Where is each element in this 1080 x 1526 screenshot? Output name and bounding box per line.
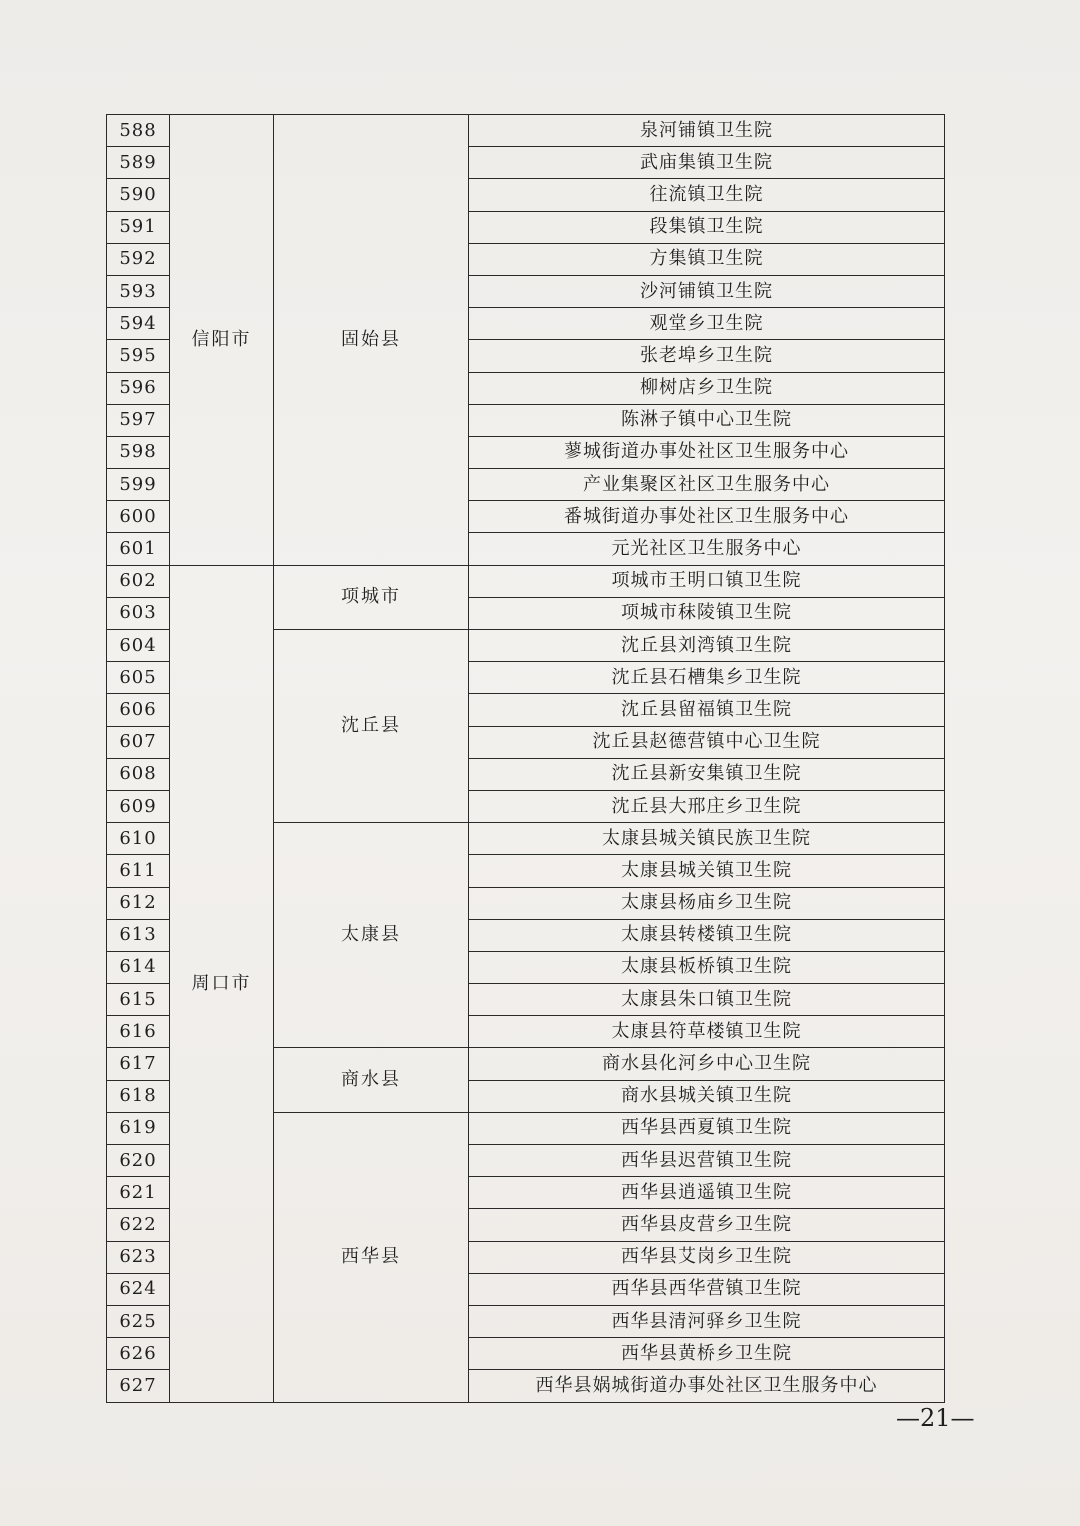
institution-name: 陈淋子镇中心卫生院 bbox=[469, 404, 945, 436]
institution-name: 产业集聚区社区卫生服务中心 bbox=[469, 469, 945, 501]
row-number: 603 bbox=[107, 597, 170, 629]
institution-name: 西华县逍遥镇卫生院 bbox=[469, 1177, 945, 1209]
row-number: 625 bbox=[107, 1305, 170, 1337]
row-number: 609 bbox=[107, 790, 170, 822]
row-number: 589 bbox=[107, 147, 170, 179]
row-number: 604 bbox=[107, 630, 170, 662]
row-number: 600 bbox=[107, 501, 170, 533]
row-number: 615 bbox=[107, 984, 170, 1016]
row-number: 612 bbox=[107, 887, 170, 919]
row-number: 591 bbox=[107, 211, 170, 243]
row-number: 618 bbox=[107, 1080, 170, 1112]
row-number: 598 bbox=[107, 436, 170, 468]
institution-name: 西华县迟营镇卫生院 bbox=[469, 1145, 945, 1177]
row-number: 608 bbox=[107, 758, 170, 790]
institution-name: 沈丘县新安集镇卫生院 bbox=[469, 758, 945, 790]
city-cell: 周口市 bbox=[170, 565, 274, 1402]
institution-name: 方集镇卫生院 bbox=[469, 243, 945, 275]
row-number: 597 bbox=[107, 404, 170, 436]
institution-name: 沈丘县石槽集乡卫生院 bbox=[469, 662, 945, 694]
institution-name: 元光社区卫生服务中心 bbox=[469, 533, 945, 565]
county-cell: 商水县 bbox=[274, 1048, 469, 1112]
institution-name: 西华县艾岗乡卫生院 bbox=[469, 1241, 945, 1273]
institution-name: 观堂乡卫生院 bbox=[469, 308, 945, 340]
institution-name: 柳树店乡卫生院 bbox=[469, 372, 945, 404]
row-number: 593 bbox=[107, 275, 170, 307]
row-number: 599 bbox=[107, 469, 170, 501]
row-number: 596 bbox=[107, 372, 170, 404]
table-row bbox=[107, 565, 945, 597]
row-number: 606 bbox=[107, 694, 170, 726]
institution-name: 沈丘县刘湾镇卫生院 bbox=[469, 630, 945, 662]
county-cell: 太康县 bbox=[274, 823, 469, 1048]
institution-name: 太康县杨庙乡卫生院 bbox=[469, 887, 945, 919]
institution-name: 商水县城关镇卫生院 bbox=[469, 1080, 945, 1112]
institution-name: 沙河铺镇卫生院 bbox=[469, 275, 945, 307]
institution-name: 西华县西华营镇卫生院 bbox=[469, 1273, 945, 1305]
row-number: 595 bbox=[107, 340, 170, 372]
row-number: 624 bbox=[107, 1273, 170, 1305]
table-row bbox=[107, 115, 945, 147]
institution-name: 西华县黄桥乡卫生院 bbox=[469, 1338, 945, 1370]
institution-name: 太康县板桥镇卫生院 bbox=[469, 951, 945, 983]
institution-name: 沈丘县大邢庄乡卫生院 bbox=[469, 790, 945, 822]
row-number: 620 bbox=[107, 1145, 170, 1177]
institution-name: 太康县符草楼镇卫生院 bbox=[469, 1016, 945, 1048]
county-cell: 沈丘县 bbox=[274, 630, 469, 823]
institution-name: 西华县清河驿乡卫生院 bbox=[469, 1305, 945, 1337]
county-cell: 项城市 bbox=[274, 565, 469, 629]
city-cell: 信阳市 bbox=[170, 115, 274, 566]
row-number: 592 bbox=[107, 243, 170, 275]
county-cell: 西华县 bbox=[274, 1112, 469, 1402]
institution-name: 往流镇卫生院 bbox=[469, 179, 945, 211]
row-number: 607 bbox=[107, 726, 170, 758]
table-body bbox=[107, 115, 945, 1403]
institution-name: 项城市王明口镇卫生院 bbox=[469, 565, 945, 597]
row-number: 622 bbox=[107, 1209, 170, 1241]
row-number: 614 bbox=[107, 951, 170, 983]
institution-name: 番城街道办事处社区卫生服务中心 bbox=[469, 501, 945, 533]
institution-name: 太康县朱口镇卫生院 bbox=[469, 984, 945, 1016]
row-number: 613 bbox=[107, 919, 170, 951]
institution-name: 西华县皮营乡卫生院 bbox=[469, 1209, 945, 1241]
institution-name: 西华县西夏镇卫生院 bbox=[469, 1112, 945, 1144]
institution-name: 商水县化河乡中心卫生院 bbox=[469, 1048, 945, 1080]
institution-table bbox=[106, 114, 945, 1403]
row-number: 601 bbox=[107, 533, 170, 565]
institution-name: 沈丘县留福镇卫生院 bbox=[469, 694, 945, 726]
row-number: 602 bbox=[107, 565, 170, 597]
institution-name: 泉河铺镇卫生院 bbox=[469, 115, 945, 147]
row-number: 611 bbox=[107, 855, 170, 887]
row-number: 619 bbox=[107, 1112, 170, 1144]
institution-name: 张老埠乡卫生院 bbox=[469, 340, 945, 372]
institution-name: 蓼城街道办事处社区卫生服务中心 bbox=[469, 436, 945, 468]
institution-name: 太康县城关镇民族卫生院 bbox=[469, 823, 945, 855]
institution-name: 项城市秣陵镇卫生院 bbox=[469, 597, 945, 629]
row-number: 627 bbox=[107, 1370, 170, 1403]
row-number: 594 bbox=[107, 308, 170, 340]
row-number: 623 bbox=[107, 1241, 170, 1273]
row-number: 621 bbox=[107, 1177, 170, 1209]
row-number: 617 bbox=[107, 1048, 170, 1080]
county-cell: 固始县 bbox=[274, 115, 469, 566]
row-number: 588 bbox=[107, 115, 170, 147]
row-number: 616 bbox=[107, 1016, 170, 1048]
row-number: 610 bbox=[107, 823, 170, 855]
institution-name: 太康县转楼镇卫生院 bbox=[469, 919, 945, 951]
institution-name: 段集镇卫生院 bbox=[469, 211, 945, 243]
row-number: 590 bbox=[107, 179, 170, 211]
institution-name: 西华县娲城街道办事处社区卫生服务中心 bbox=[469, 1370, 945, 1403]
page-number: —21— bbox=[896, 1404, 975, 1432]
institution-name: 沈丘县赵德营镇中心卫生院 bbox=[469, 726, 945, 758]
row-number: 626 bbox=[107, 1338, 170, 1370]
row-number: 605 bbox=[107, 662, 170, 694]
institution-name: 武庙集镇卫生院 bbox=[469, 147, 945, 179]
institution-name: 太康县城关镇卫生院 bbox=[469, 855, 945, 887]
